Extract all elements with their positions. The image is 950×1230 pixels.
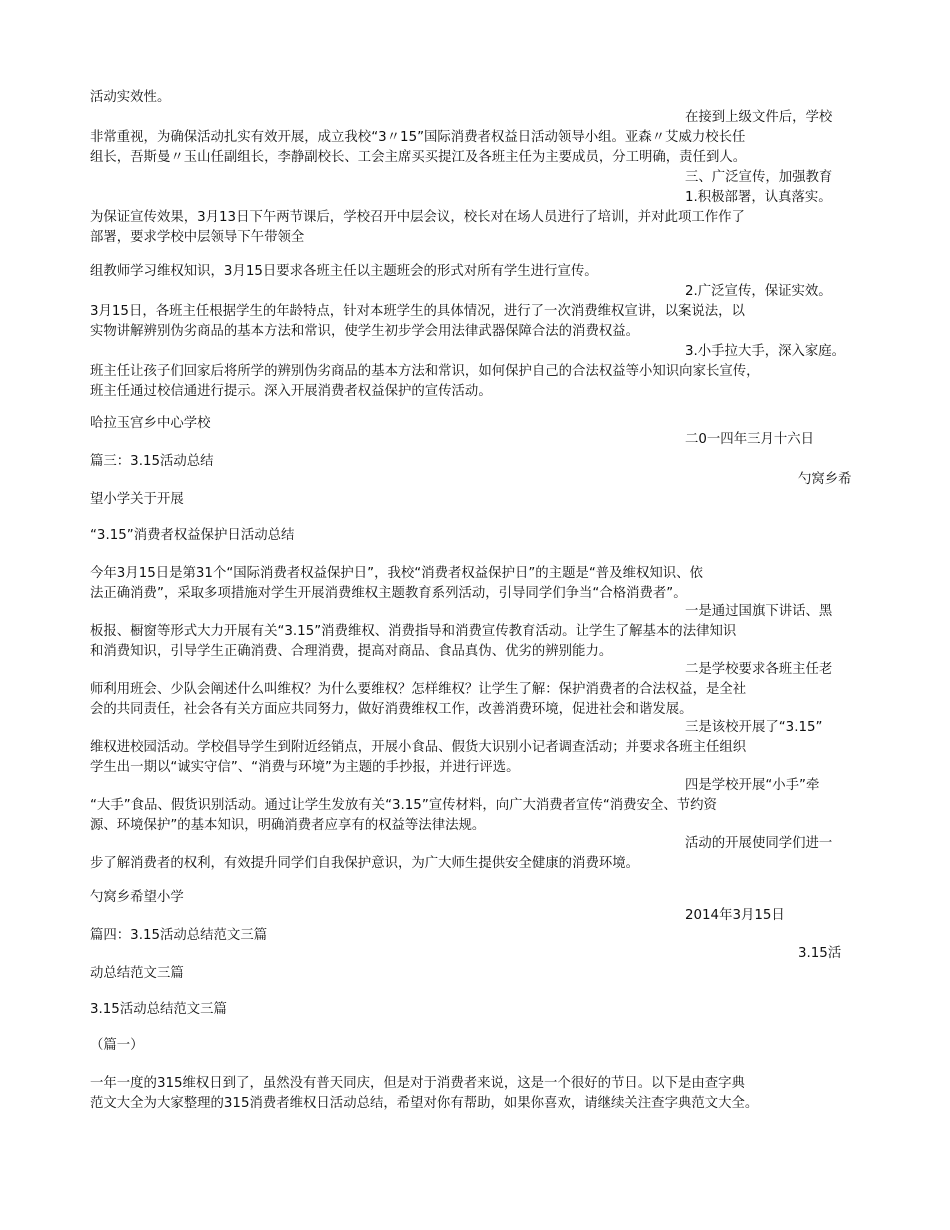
- section-heading: 三、广泛宣传，加强教育: [685, 170, 833, 185]
- document-title: 3.15活动总结范文三篇: [90, 1002, 227, 1017]
- text-line: 四是学校开展“小手”牵: [685, 778, 820, 793]
- text-line: 维权进校园活动。学校倡导学生到附近经销点，开展小食品、假货大识别小记者调查活动；并要求各班主任组织: [90, 740, 747, 755]
- subheading: 3.小手拉大手，深入家庭。: [685, 344, 846, 359]
- subheading: 2.广泛宣传，保证实效。: [685, 284, 832, 299]
- signature-date: 2014年3月15日: [685, 908, 785, 923]
- text-line: 一是通过国旗下讲话、黑: [685, 604, 833, 619]
- text-line: 组长，吾斯曼〃玉山任副组长，李静副校长、工会主席买买提江及各班主任为主要成员，分工明确，责任到人。: [90, 150, 747, 165]
- text-line: 组教师学习维权知识，3月15日要求各班主任以主题班会的形式对所有学生进行宣传。: [90, 264, 598, 279]
- text-line: 板报、橱窗等形式大力开展有关“3.15”消费维权、消费指导和消费宣传教育活动。让学生了解基本的法律知识: [90, 624, 737, 639]
- text-line: 班主任让孩子们回家后将所学的辨别伪劣商品的基本方法和常识，如何保护自己的合法权益等小知识向家长宣传，: [90, 364, 760, 379]
- subheading: （篇一）: [90, 1038, 144, 1053]
- signature-school: 勺窝乡希望小学: [90, 890, 184, 905]
- text-line: 3月15日，各班主任根据学生的年龄特点，针对本班学生的具体情况，进行了一次消费维权宣讲，以案说法，以: [90, 304, 745, 319]
- text-line: 法正确消费”，采取多项措施对学生开展消费维权主题教育系列活动，引导同学们争当“合格消费者”。: [90, 586, 687, 601]
- text-line: 3.15活: [798, 946, 842, 961]
- text-line: 部署，要求学校中层领导下午带领全: [90, 230, 305, 245]
- document-title: “3.15”消费者权益保护日活动总结: [90, 528, 295, 543]
- text-line: 和消费知识，引导学生正确消费、合理消费，提高对商品、食品真伪、优劣的辨别能力。: [90, 644, 613, 659]
- signature-school: 哈拉玉宫乡中心学校: [90, 416, 211, 431]
- text-line: 活动实效性。: [90, 90, 171, 105]
- subheading: 1.积极部署，认真落实。: [685, 190, 832, 205]
- text-line: 源、环境保护”的基本知识，明确消费者应享有的权益等法律法规。: [90, 818, 486, 833]
- text-line: 范文大全为大家整理的315消费者维权日活动总结，希望对你有帮助，如果你喜欢，请继续关注查字典范文大全。: [90, 1096, 759, 1111]
- text-line: 为保证宣传效果，3月13日下午两节课后，学校召开中层会议，校长对在场人员进行了培训，并对此项工作作了: [90, 210, 745, 225]
- signature-date: 二0一四年三月十六日: [685, 432, 815, 447]
- text-line: 师利用班会、少队会阐述什么叫维权？为什么要维权？怎样维权？让学生了解：保护消费者的合法权益，是全社: [90, 682, 747, 697]
- text-line: 在接到上级文件后，学校: [685, 110, 833, 125]
- text-line: 步了解消费者的权利，有效提升同学们自我保护意识，为广大师生提供安全健康的消费环境。: [90, 856, 640, 871]
- text-line: 活动的开展使同学们进一: [685, 836, 833, 851]
- section-title: 篇四：3.15活动总结范文三篇: [90, 928, 268, 943]
- text-line: 二是学校要求各班主任老: [685, 662, 833, 677]
- text-line: 勺窝乡希: [798, 472, 852, 487]
- text-line: 一年一度的315维权日到了，虽然没有普天同庆，但是对于消费者来说，这是一个很好的节日。以下是由查字典: [90, 1076, 745, 1091]
- text-line: 班主任通过校信通进行提示。深入开展消费者权益保护的宣传活动。: [90, 384, 492, 399]
- text-line: “大手”食品、假货识别活动。通过让学生发放有关“3.15”宣传材料，向广大消费者宣传“消费安全、节约资: [90, 798, 717, 813]
- text-line: 动总结范文三篇: [90, 966, 184, 981]
- text-line: 今年3月15日是第31个“国际消费者权益保护日”，我校“消费者权益保护日”的主题是“普及维权知识、依: [90, 566, 703, 581]
- text-line: 会的共同责任，社会各有关方面应共同努力，做好消费维权工作，改善消费环境，促进社会和谐发展。: [90, 702, 693, 717]
- text-line: 学生出一期以“诚实守信”、“消费与环境”为主题的手抄报，并进行评选。: [90, 760, 520, 775]
- section-title: 篇三：3.15活动总结: [90, 454, 214, 469]
- text-line: 实物讲解辨别伪劣商品的基本方法和常识，使学生初步学会用法律武器保障合法的消费权益。: [90, 324, 640, 339]
- text-line: 非常重视，为确保活动扎实有效开展，成立我校“3〃15”国际消费者权益日活动领导小组。亚森〃艾威力校长任: [90, 130, 746, 145]
- text-line: 望小学关于开展: [90, 492, 184, 507]
- text-line: 三是该校开展了“3.15”: [685, 720, 823, 735]
